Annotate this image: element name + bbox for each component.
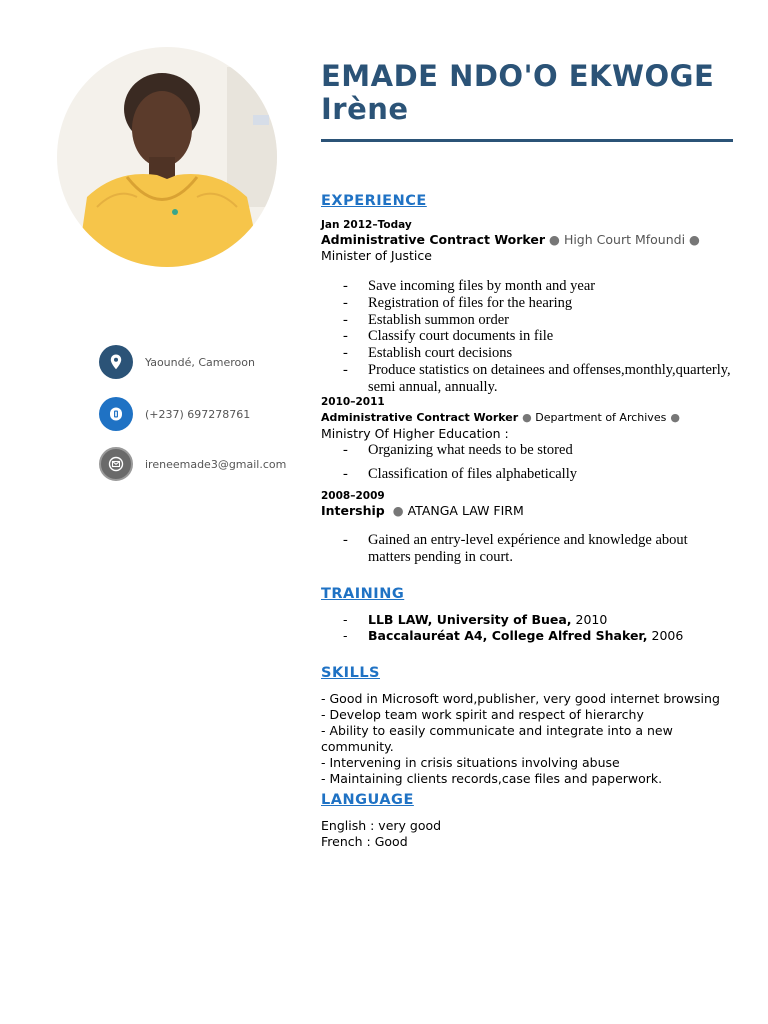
list-item: - Establish court decisions [343, 345, 513, 362]
list-item: - Baccalauréat A4, College Alfred Shaker, 2006 [343, 628, 684, 643]
experience-1-title: Administrative Contract Worker [321, 232, 546, 247]
contact-phone [99, 397, 250, 431]
email-text[interactable]: ireneemade3@gmail.com [145, 457, 287, 471]
list-item: - Gained an entry-level expérience and knowledge about matters pending in court. [343, 532, 688, 565]
list-item: - Save incoming files by month and year [343, 278, 596, 294]
contact-email[interactable] [99, 447, 286, 481]
phone-icon [99, 397, 133, 431]
experience-3-title: Intership [321, 503, 385, 518]
location-text: Yaoundé, Cameroon [145, 355, 255, 369]
separator-dot: ● [549, 232, 564, 247]
list-item: - Develop team work spirit and respect of hierarchy [321, 707, 644, 722]
experience-1-employer: Minister of Justice [321, 248, 432, 263]
candidate-surname: EMADE NDO'O EKWOGE [321, 59, 715, 93]
training-1-year: 2010 [575, 612, 608, 627]
experience-3-org: ATANGA LAW FIRM [407, 503, 524, 518]
list-item: - Establish summon order [343, 311, 509, 328]
experience-3-date: 2008–2009 [321, 490, 385, 502]
language-heading: LANGUAGE [321, 792, 414, 808]
training-2-degree: Baccalauréat A4, College Alfred Shaker, [368, 628, 648, 643]
training-list [321, 612, 731, 644]
separator-dot: ● [522, 411, 536, 424]
candidate-name [321, 60, 741, 126]
list-item: - Registration of files for the hearing [343, 294, 573, 311]
experience-1-tasks [321, 278, 731, 396]
training-2-year: 2006 [651, 628, 684, 643]
candidate-given-name: Irène [321, 92, 409, 126]
profile-photo-illustration [57, 47, 277, 267]
list-item: - Ability to easily communicate and integrate into a new community. [321, 723, 673, 754]
list-item: English : very good [321, 818, 442, 833]
experience-entry-3 [321, 489, 731, 519]
experience-entry-1 [321, 218, 731, 264]
list-item: - Maintaining clients records,case files and paperwork. [321, 771, 663, 786]
list-item: - Classify court documents in file [343, 328, 554, 345]
language-list [321, 818, 741, 850]
experience-heading: EXPERIENCE [321, 193, 427, 209]
experience-2-title: Administrative Contract Worker [321, 411, 519, 424]
experience-entry-2 [321, 395, 731, 442]
training-1-degree: LLB LAW, University of Buea, [368, 612, 572, 627]
skills-list [321, 691, 741, 787]
list-item: - Produce statistics on detainees and offenses,monthly,quarterly, semi annual, annually. [343, 361, 731, 395]
separator-dot: ● [670, 411, 680, 424]
experience-2-tasks [321, 442, 731, 483]
contact-location [99, 345, 255, 379]
separator-dot: ● [388, 503, 408, 518]
skills-heading: SKILLS [321, 665, 380, 681]
experience-2-date: 2010–2011 [321, 396, 385, 408]
training-heading: TRAINING [321, 586, 405, 602]
experience-2-employer: Ministry Of Higher Education : [321, 426, 509, 441]
email-icon [99, 447, 133, 481]
profile-photo [57, 47, 277, 267]
phone-text: (+237) 697278761 [145, 407, 251, 421]
experience-2-org: Department of Archives [535, 411, 667, 424]
list-item: - Good in Microsoft word,publisher, very good internet browsing [321, 691, 720, 706]
experience-3-tasks [321, 532, 731, 566]
list-item: - Intervening in crisis situations involving abuse [321, 755, 620, 770]
name-divider [321, 139, 733, 142]
list-item: - Classification of files alphabetically [343, 465, 577, 482]
experience-1-org: High Court Mfoundi [563, 232, 686, 247]
location-pin-icon [99, 345, 133, 379]
separator-dot: ● [689, 232, 700, 247]
list-item: French : Good [321, 834, 408, 849]
list-item: - Organizing what needs to be stored [343, 442, 573, 458]
experience-1-date: Jan 2012–Today [321, 219, 412, 231]
list-item: - LLB LAW, University of Buea, 2010 [343, 612, 608, 627]
